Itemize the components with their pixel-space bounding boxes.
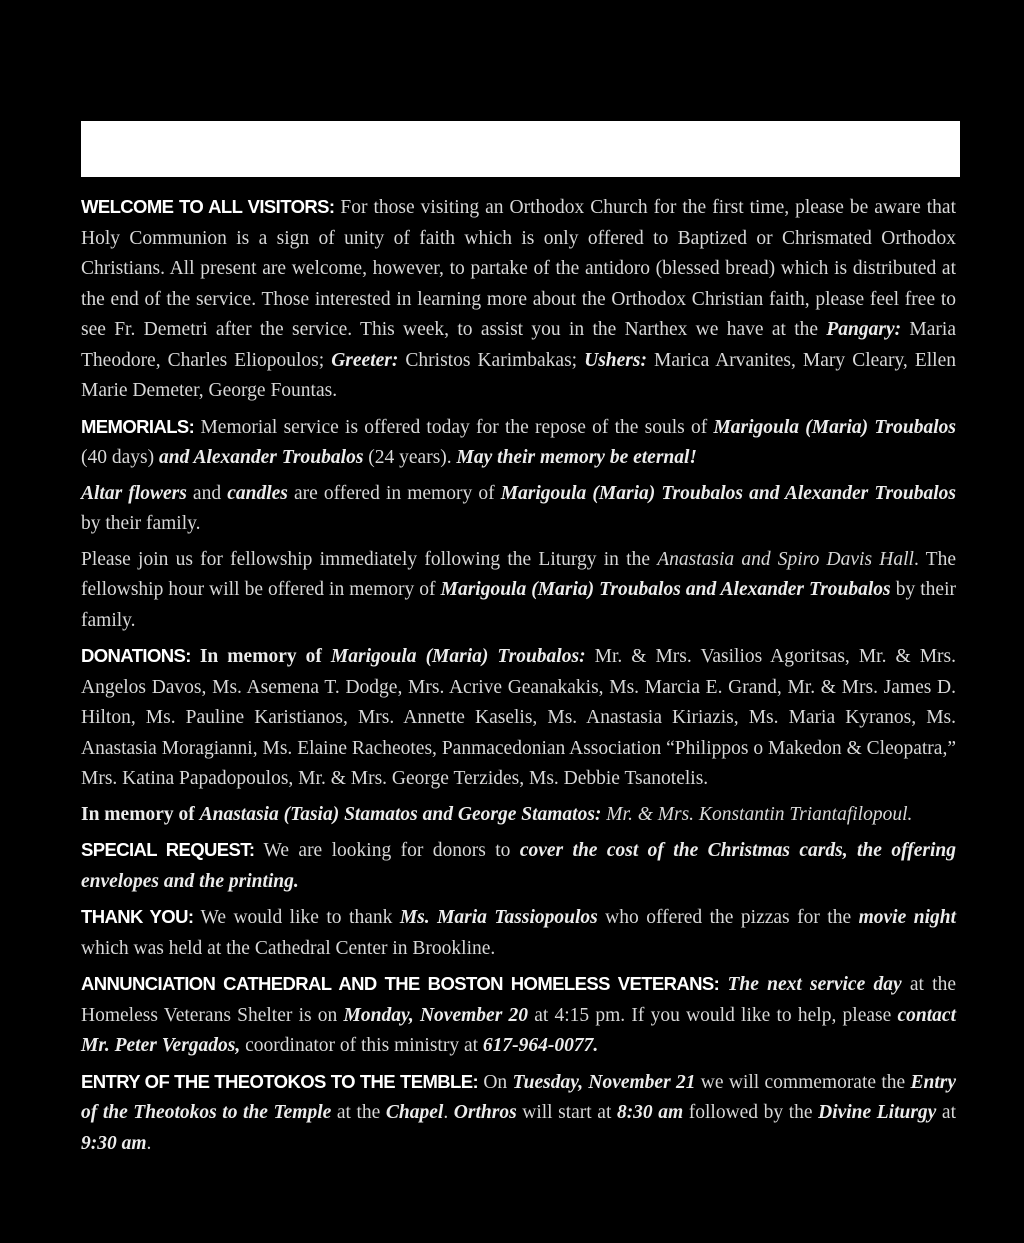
entry-orthros: Orthros [453,1102,517,1123]
entry-text-8: . [146,1132,152,1154]
thank-you-name: Ms. Maria Tassiopoulos [399,907,598,928]
entry-date: Tuesday, November 21 [512,1071,696,1093]
fellowship-text-1: Please join us for fellowship immediately following the Liturgy in the [81,548,658,570]
memorial-name-1: Marigoula (Maria) Troubalos [713,416,956,438]
greeter-name: Christos Karimbakas; [398,349,585,371]
pangary-names: Maria Theodore, Charles Eliopoulos; [81,319,956,371]
entry-chapel: Chapel [385,1102,444,1123]
thank-you-text-2: who offered the pizzas for the [597,907,859,928]
header-banner [81,121,960,177]
memorial-closing: May their memory be eternal! [456,447,698,468]
entry-time-1: 8:30 am [616,1102,684,1123]
pangary-label: Pangary: [826,319,902,340]
veterans-date: Monday, November 20 [343,1004,528,1026]
entry-text-1: On [478,1071,513,1093]
thank-you-text-3: which was held at the Cathedral Center in Brookline. [81,937,496,959]
entry-text-2: we will commemorate the [695,1071,911,1093]
entry-text-5: will start at [516,1102,617,1123]
welcome-text: For those visiting an Orthodox Church for the first time, please be aware that Holy Communion is a sign of unity of faith which is only offered to Baptized or Chrismated Orthodox Christians. All present are welcome, however, to partake of the antidoro (blessed bread) which is distributed at the end of the service. Those interested in learning more about the Orthodox Christian faith, please feel free to see Fr. Demetri after the service. This week, to assist you in the Narthex we have at the [81,197,956,340]
special-request-detail: cover the cost of the Christmas cards, the offering envelopes and the printing. [81,840,956,892]
fellowship-paragraph [81,545,956,637]
entry-feast: Entry of the Theotokos to the Temple [81,1071,956,1123]
donations2-names: Anastasia (Tasia) Stamatos and George Stamatos: [199,803,602,825]
bulletin-content [81,192,956,1164]
entry-text-6: followed by the [683,1102,819,1123]
memorials-heading: MEMORIALS: [81,415,195,437]
entry-text-7: at [936,1102,956,1123]
veterans-phone: 617-964-0077. [482,1035,599,1056]
entry-text-3: at the [331,1102,386,1123]
entry-paragraph [81,1067,956,1160]
donations2-donors: Mr. & Mrs. Konstantin Triantafilopoul. [601,803,913,825]
thank-you-paragraph [81,902,956,964]
entry-heading: ENTRY OF THE THEOTOKOS TO THE TEMBLE: [81,1070,479,1092]
ushers-names: Marica Arvanites, Mary Cleary, Ellen Marie Demeter, George Fountas. [81,349,956,401]
altar-flowers: Altar flowers [81,482,187,504]
memorials-paragraph [81,412,956,474]
donations-heading: DONATIONS: [81,645,191,666]
entry-liturgy: Divine Liturgy [818,1102,937,1123]
veterans-heading: ANNUNCIATION CATHEDRAL AND THE BOSTON HOMELESS VETERANS: [81,973,720,994]
altar-candles: candles [227,482,288,504]
thank-you-text-1: We would like to thank [193,907,400,928]
entry-time-2: 9:30 am [81,1132,147,1154]
fellowship-text-3: by their family. [81,579,956,631]
fellowship-names: Marigoula (Maria) Troubalos and Alexander Troubalos [440,579,891,600]
entry-text-4: . [443,1102,454,1123]
special-request-text: We are looking for donors to [254,840,520,861]
veterans-next: The next service day [719,974,902,995]
veterans-paragraph [81,969,956,1062]
altar-text-1: and [186,482,228,504]
greeter-label: Greeter: [331,349,399,371]
altar-paragraph [81,479,956,540]
fellowship-text-2: . The fellowship hour will be offered in memory of [81,548,956,600]
special-request-heading: SPECIAL REQUEST: [81,839,255,860]
veterans-text-1: at the Homeless Veterans Shelter is on [81,974,956,1026]
altar-text-3: by their family. [81,513,201,534]
veterans-text-2: at 4:15 pm. If you would like to help, please [528,1004,898,1026]
veterans-contact: contact Mr. Peter Vergados, [81,1004,956,1056]
donations-in-memory: In memory of [190,646,331,667]
donations-list: Mr. & Mrs. Vasilios Agoritsas, Mr. & Mrs. Angelos Davos, Ms. Asemena T. Dodge, Mrs. Acrive Geanakakis, Ms. Marcia E. Grand, Mr. & Mrs. James D. Hilton, Ms. Pauline Karistianos, Mrs. Annette Kaselis, Ms. Anastasia Kiriazis, Ms. Maria Kyranos, Ms. Anastasia Moragianni, Ms. Elaine Racheotes, Panmacedonian Association “Philippos o Makedon & Cleopatra,” Mrs. Katina Papadopoulos, Mr. & Mrs. George Terzides, Ms. Debbie Tsanotelis. [81,646,956,789]
donations2-in-memory: In memory of [81,803,200,825]
memorial-text-2: (40 days) [81,447,159,468]
welcome-paragraph [81,192,956,407]
donations-paragraph-2 [81,800,956,831]
veterans-text-3: coordinator of this ministry at [240,1035,483,1056]
thank-you-event: movie night [858,907,956,928]
fellowship-hall: Anastasia and Spiro Davis Hall [657,548,914,570]
altar-names: Marigoula (Maria) Troubalos and Alexander Troubalos [500,482,956,504]
altar-text-2: are offered in memory of [287,482,501,504]
memorial-text-3: (24 years). [363,447,457,468]
welcome-heading: WELCOME TO ALL VISITORS: [81,196,335,217]
special-request-paragraph [81,835,956,897]
donations-paragraph [81,641,956,795]
memorial-name-2: and Alexander Troubalos [158,447,364,468]
donations-memorial-name: Marigoula (Maria) Troubalos: [330,646,586,667]
memorials-text: Memorial service is offered today for the repose of the souls of [194,416,714,438]
thank-you-heading: THANK YOU: [81,906,194,927]
ushers-label: Ushers: [584,349,647,371]
